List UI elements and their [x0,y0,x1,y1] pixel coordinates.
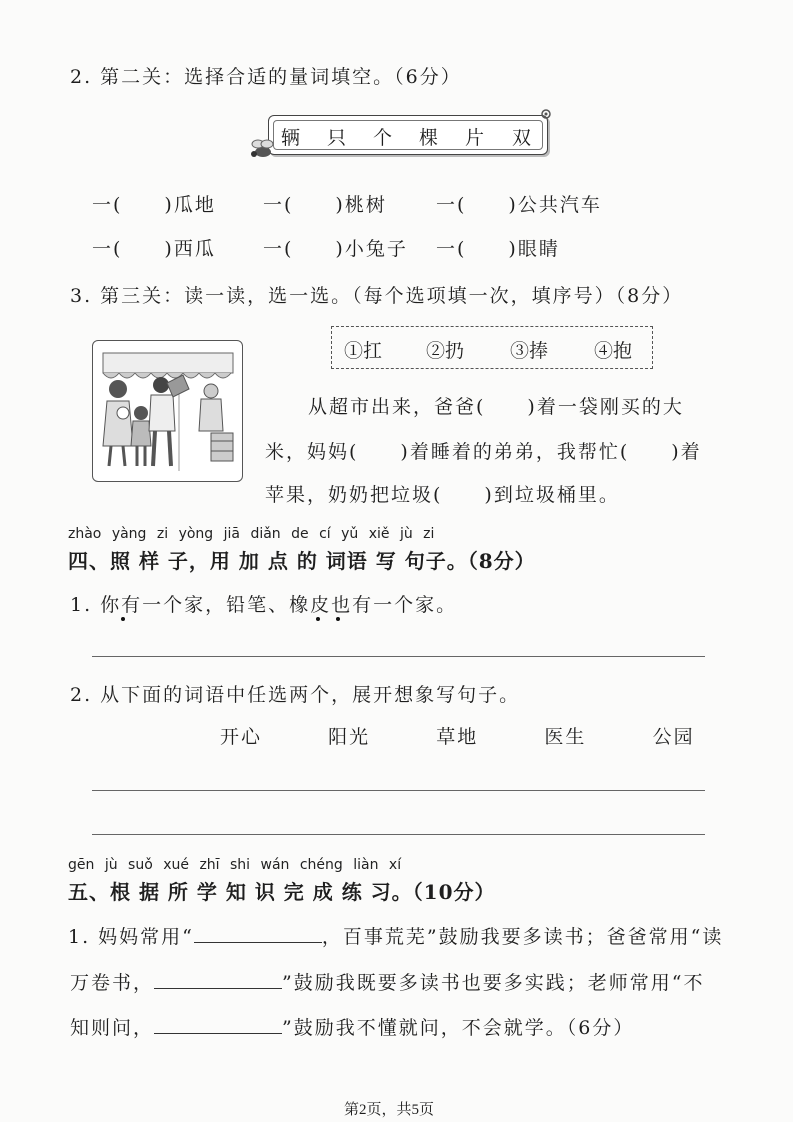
section-4-question-2: 2. 从下面的词语中任选两个，展开想象写句子。 [70,684,521,706]
answer-line[interactable] [92,790,705,791]
fill-item: 一( )瓜地 [92,194,216,216]
text-segment: 知则问， [70,1017,155,1039]
fly-decoration-icon [246,135,280,165]
emphasis-dot [336,617,340,621]
text-segment: ”鼓励我不懂就问，不会就学。（6分） [282,1017,635,1039]
measure-word: 双 [512,127,532,149]
fill-item: 一( )西瓜 [92,238,216,260]
option-item: ③捧 [510,340,549,362]
emphasis-dot [316,617,320,621]
measure-word: 片 [465,127,485,149]
passage-line: 苹果，奶奶把垃圾( )到垃圾桶里。 [265,484,620,506]
word-option: 阳光 [328,726,371,748]
section-5-pinyin: gēn jù suǒ xué zhī shi wán chéng liàn xí [68,857,402,873]
word-option: 草地 [436,726,479,748]
measure-word: 辆 [281,127,301,149]
text-segment: 万卷书， [70,972,155,994]
section-5-line-3 [70,1013,634,1040]
passage-line: 从超市出来，爸爸( )着一袋刚买的大 [308,396,684,418]
family-illustration [92,340,243,482]
option-item: ①扛 [344,340,383,362]
text-segment: ，百事荒芜”鼓励我要多读书；爸爸常用“读 [321,926,724,948]
text-segment: ”鼓励我既要多读书也要多实践；老师常用“不 [282,972,705,994]
word-option: 公园 [652,726,695,748]
word-option: 开心 [220,726,263,748]
fill-blank[interactable] [154,970,282,989]
passage-line: 米，妈妈( )着睡着的弟弟，我帮忙( )着 [265,441,702,463]
answer-line[interactable] [92,656,705,657]
measure-word: 棵 [419,127,439,149]
sparkle-decoration-icon [536,104,556,124]
fill-blank[interactable] [194,924,322,943]
answer-line[interactable] [92,834,705,835]
fill-item: 一( )小兔子 [263,238,408,260]
fill-blank[interactable] [154,1015,282,1034]
question-2-title: 2. 第二关：选择合适的量词填空。（6分） [70,66,462,88]
measure-word: 个 [373,127,393,149]
fill-item: 一( )公共汽车 [436,194,602,216]
section-5-title: 五、根 据 所 学 知 识 完 成 练 习。（10分） [68,880,496,904]
option-item: ②扔 [426,340,465,362]
fill-item: 一( )桃树 [263,194,387,216]
options-box [331,326,653,369]
question-3-title: 3. 第三关：读一读，选一选。（每个选项填一次，填序号）（8分） [70,285,684,307]
section-4-title: 四、照 样 子，用 加 点 的 词语 写 句子。（8分） [68,549,536,573]
section-4-question-1: 1. 你有一个家，铅笔、橡皮也有一个家。 [70,594,458,616]
section-5-line-2 [70,968,704,995]
fill-item: 一( )眼睛 [436,238,560,260]
word-option: 医生 [544,726,587,748]
measure-word: 只 [327,127,347,149]
measure-word-box [268,115,548,155]
section-5-line-1 [68,922,723,949]
option-item: ④抱 [594,340,633,362]
page-number: 第2页，共5页 [344,1102,435,1118]
word-list [220,722,695,749]
emphasis-dot [121,617,125,621]
section-4-pinyin: zhào yàng zi yòng jiā diǎn de cí yǔ xiě jù zi [68,526,435,542]
text-segment: 1. 妈妈常用“ [68,926,194,948]
